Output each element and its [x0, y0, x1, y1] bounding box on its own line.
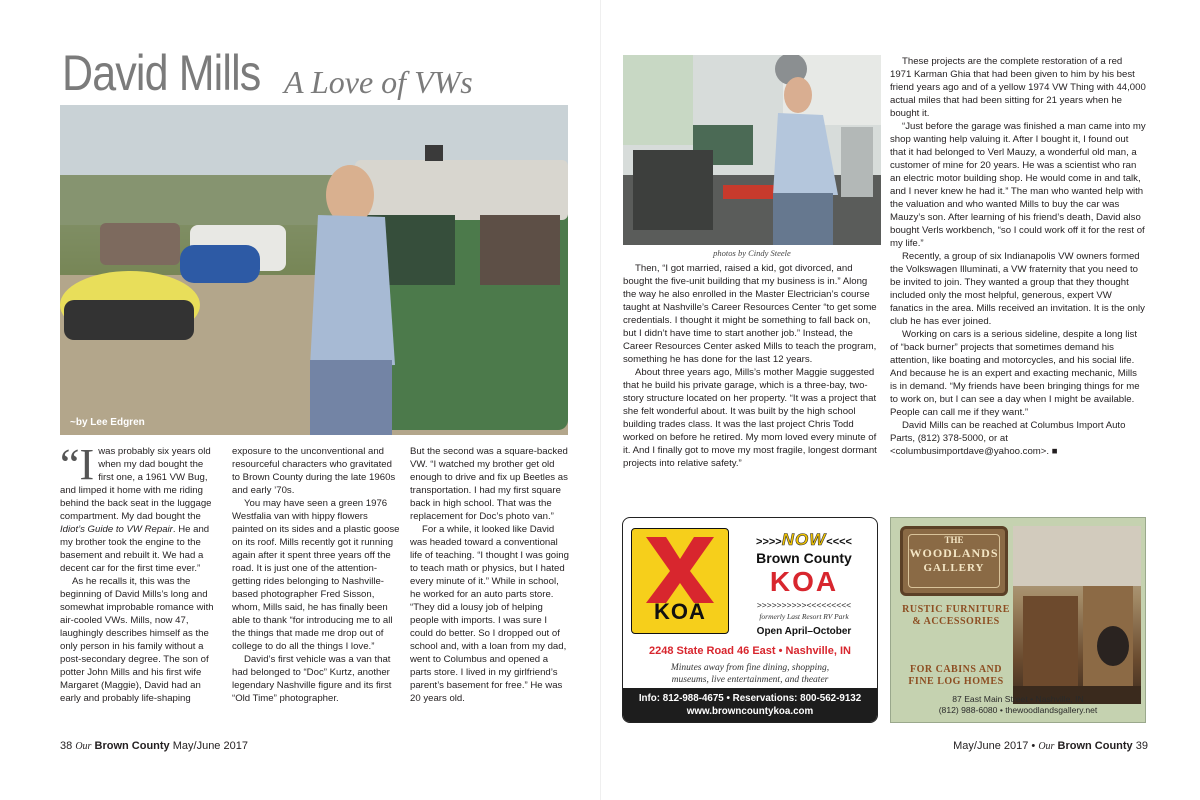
koa-address: 2248 State Road 46 East • Nashville, IN: [649, 645, 851, 657]
arrow-suffix: <<<<: [826, 536, 852, 548]
koa-now-banner: [733, 530, 875, 550]
article-title: David Mills: [62, 45, 261, 101]
page-number: 39: [1135, 740, 1148, 752]
paragraph: You may have seen a green 1976 Westfalia van with hippy flowers painted on its sides and a plastic goose on its roof. Mills recently got it running again after it spent three years off the road. It is just one of the attention-getting rides belonging to Nashville-based photographer Fred Sisson, whom, Mills said, he has finally been able to thank “for introducing me to all the things that made me drop out of college to do all the things I love.”: [232, 498, 400, 652]
issue-date: May/June 2017 •: [953, 740, 1036, 752]
paragraph-text: was probably six years old when my dad bought the first one, a 1961 VW Bug, and limped it home with me riding behind the back seat in the luggage compartment. My dad bought the: [60, 446, 212, 522]
woodlands-the: THE: [944, 535, 964, 545]
ad-line: RUSTIC FURNITURE: [902, 604, 1010, 615]
article-column-1: [60, 440, 220, 705]
woodlands-address: 87 East Main Street • Nashville, IN: [952, 694, 1084, 704]
paragraph: Working on cars is a serious sideline, despite a long list of “back burner” projects that sometimes demand his attention, like boating and motorcycles, and his social life. And because he is an expert and exacting mechanic, Mills is in demand. “My friends have been bringing things for me to work on, but I can see a day when I might be available. People can call me if they want.”: [890, 329, 1140, 418]
koa-tent-icon: [632, 529, 728, 607]
article-column-2: [232, 445, 400, 705]
ad-brown-county-koa[interactable]: [622, 517, 878, 723]
paragraph: exposure to the unconventional and resourceful characters who gravitated to Brown County during the late 1960s and early ’70s.: [232, 446, 396, 496]
koa-contact-bar: [623, 688, 877, 722]
woodlands-name: WOODLANDS: [909, 546, 999, 560]
woodlands-furniture-photo: [1013, 526, 1141, 704]
paragraph: Then, “I got married, raised a kid, got divorced, and bought the five-unit building that my business is in.” Along the way he also enrolled in the Master Electrician’s course taught at Nashville’s Career Resources Center “to get some credentials. I thought it might be something to fall back on, but I didn’t have time to start another job.” Instead, the Career Resources Center asked Mills to teach the program, something he has done for the last 12 years.: [623, 263, 877, 365]
photo-david-mills-workshop: [623, 55, 881, 245]
koa-formerly: formerly Last Resort RV Park: [759, 612, 849, 621]
paragraph: Recently, a group of six Indianapolis VW owners formed the Volkswagen Illuminati, a VW fraternity that you need to be invited to join. They wanted a group that they thought included only the most helpful, generous, expert VW fanatics in the area. Mills received an invitation. It is the only club he has ever joined.: [890, 251, 1145, 327]
article-column-5: [890, 55, 1146, 458]
koa-arrows: >>>>>>>>>><<<<<<<<<: [756, 600, 852, 610]
koa-brown-county: Brown County: [756, 550, 852, 566]
paragraph: As he recalls it, this was the beginning of David Mills’s long and somewhat improbable romance with air-cooled VWs. Mills, now 47, laughingly describes himself as the only person in his family without a post-secondary degree. The son of potter John Mills and his first wife Margaret (Maggie), David had an early and probably life-shaping: [60, 576, 214, 704]
woodlands-rustic-furniture: [895, 604, 1017, 628]
woodlands-sign-logo: [900, 526, 1008, 596]
woodlands-phone-web[interactable]: (812) 988-6080 • thewoodlandsgallery.net: [938, 705, 1098, 715]
woodlands-cabins: [895, 664, 1017, 688]
ad-woodlands-gallery[interactable]: [890, 517, 1146, 723]
magazine-name: Brown County: [1057, 740, 1133, 752]
paragraph: David’s first vehicle was a van that had belonged to “Doc” Kurtz, another legendary Nashville figure and its first “Old Time” photographer.: [232, 654, 392, 704]
koa-logo-wordmark: KOA: [654, 599, 706, 624]
koa-open-season: Open April–October: [756, 626, 852, 637]
photo-illustration: [623, 55, 881, 245]
article-column-4: [623, 262, 881, 470]
footer-left-folio: [60, 740, 248, 752]
issue-date: May/June 2017: [172, 740, 248, 752]
page-gutter: [600, 0, 601, 800]
ad-line: FINE LOG HOMES: [908, 676, 1004, 687]
photo-credit-cindy-steele: photos by Cindy Steele: [713, 248, 791, 258]
photo-illustration: [60, 105, 568, 435]
koa-tagline: [623, 662, 877, 686]
koa-logo: [631, 528, 729, 634]
paragraph: “Just before the garage was finished a man came into my shop wanting help valuing it. After I bought it, I found out that it had belonged to Verl Mauzy, a wonderful old man, a customer of mine for 20 years. He was a scientist who ran an electric motor building shop. He would come in and talk, and I never knew he had it.” The man who wanted help with the valuation and who wanted Mills to buy the car was Mauzy’s son. After learning of his friend’s death, David also bought Verls workbench, “so I could work off it for the rest of my life.”: [890, 121, 1146, 249]
magazine-name: Brown County: [94, 740, 170, 752]
paragraph: About three years ago, Mills’s mother Maggie suggested that he build his private garage, which is a three-bay, two-story structure located on her property. “It was a project that she felt wonderful about. It was built by the high school building trades class. It was the last project Chris Todd worked on before he retired. My mom loved every minute of it. And I finally got to move my most fragile, longest dormant projects into relative safety.”: [623, 367, 877, 469]
ad-line: & ACCESSORIES: [912, 616, 1000, 627]
tagline-line: Minutes away from fine dining, shopping,: [670, 663, 830, 673]
woodlands-contact: [891, 694, 1145, 716]
photo-credit-lee-edgren: ~by Lee Edgren: [70, 417, 145, 428]
now-label: NOW: [781, 530, 827, 549]
magazine-our: Our: [75, 741, 92, 752]
drop-cap: “I: [60, 440, 95, 489]
paragraph: For a while, it looked like David was headed toward a conventional life of teaching. “I thought I was going to teach math or physics, but I hated every minute of it.” While in school, he worked for an auto parts store. “They did a lousy job of helping people with imports. I was sure I could do better. So I dropped out of school and, with a loan from my dad, went to Columbus and opened a parts store. I lived in my girlfriend’s parent’s basement for free.” He was 20 years old.: [410, 524, 569, 704]
page-number: 38: [60, 740, 73, 752]
photo-illustration: [1013, 526, 1141, 704]
article-subtitle: A Love of VWs: [284, 64, 473, 100]
book-title: Idiot’s Guide to VW Repair: [60, 524, 173, 535]
woodlands-gallery-word: GALLERY: [923, 562, 985, 574]
arrow-prefix: >>>>: [756, 536, 782, 548]
magazine-our: Our: [1038, 741, 1055, 752]
paragraph: But the second was a square-backed VW. “I watched my brother get old enough to drive and fix up Beetles as transportation. I had my first square back in high school. That was the replacement for Doc’s photo van.”: [410, 446, 568, 522]
paragraph: These projects are the complete restoration of a red 1971 Karman Ghia that had been given to him by his best friend years ago and of a yellow 1974 VW Thing with 44,000 actual miles that had been sitting for 21 years when he bought it.: [890, 56, 1146, 119]
koa-phone-numbers: Info: 812-988-4675 • Reservations: 800-562-9132: [638, 693, 862, 704]
tagline-line: museums, live entertainment, and theater: [671, 675, 829, 685]
ad-line: FOR CABINS AND: [909, 664, 1002, 675]
article-column-3: [410, 445, 570, 705]
koa-website-link[interactable]: www.browncountykoa.com: [686, 706, 814, 717]
photo-david-mills-with-van: [60, 105, 568, 435]
koa-name: KOA: [769, 566, 839, 597]
footer-right-folio: [953, 740, 1148, 752]
paragraph: David Mills can be reached at Columbus Import Auto Parts, (812) 378-5000, or at <columbusimportdave@yahoo.com>. ■: [890, 420, 1126, 457]
paragraph-text: . He and my brother took the engine to the basement and rebuilt it. We had a decent car for the first time ever.”: [60, 524, 210, 574]
